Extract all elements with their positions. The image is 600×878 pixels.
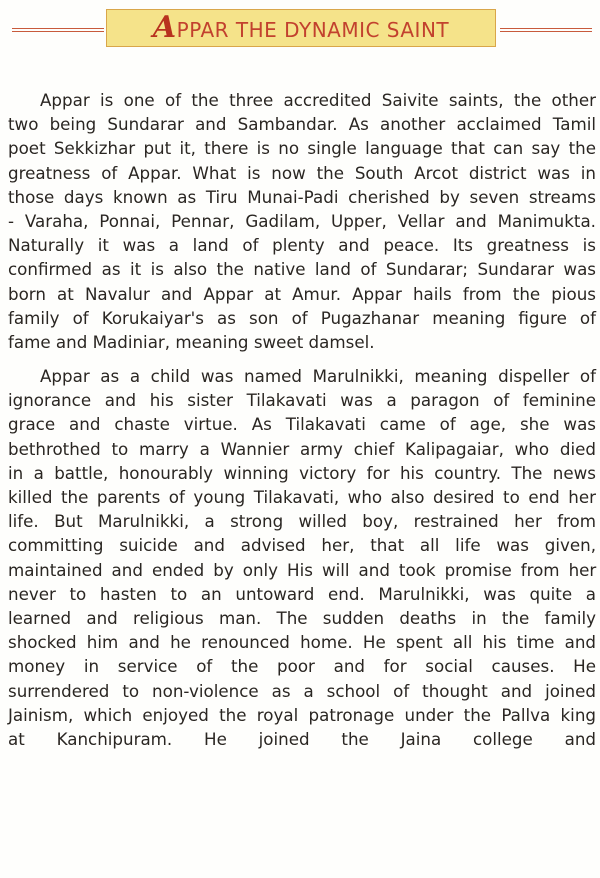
text-line: Appar is one of the three accredited Saivite saints, the other xyxy=(40,90,596,110)
title-rule-right xyxy=(500,28,592,32)
text-line: family of Korukaiyar's as son of Pugazhanar meaning figure of xyxy=(8,307,596,328)
text-line: born at Navalur and Appar at Amur. Appar hails from the pious xyxy=(8,283,596,304)
text-line: Appar as a child was named Marulnikki, meaning dispeller of xyxy=(40,366,596,387)
text-line: those days known as Tiru Munai-Padi cherished by seven streams xyxy=(8,186,596,207)
title-rule-left xyxy=(12,28,104,32)
text-line: Naturally it was a land of plenty and peace. Its greatness is xyxy=(8,235,596,256)
text-line: committing suicide and advised her, that all life was given, xyxy=(8,535,596,556)
title-rest: PPAR THE DYNAMIC SAINT xyxy=(176,18,450,42)
text-line: two being Sundarar and Sambandar. As another acclaimed Tamil xyxy=(8,114,596,135)
text-line: greatness of Appar. What is now the South Arcot district was in xyxy=(8,162,596,183)
title-banner xyxy=(0,9,600,49)
text-line: fame and Madiniar, meaning sweet damsel. xyxy=(8,331,375,352)
text-line: Jainism, which enjoyed the royal patronage under the Pallva king xyxy=(8,704,596,725)
text-line: ignorance and his sister Tilakavati was a paragon of feminine xyxy=(8,390,596,411)
text-line: surrendered to non-violence as a school of thought and joined xyxy=(8,680,596,701)
title-initial: A xyxy=(152,10,177,45)
text-line: shocked him and he renounced home. He spent all his time and xyxy=(8,632,596,653)
text-line: in a battle, honourably winning victory for his country. The news xyxy=(8,462,596,483)
text-line: learned and religious man. The sudden deaths in the family xyxy=(8,607,596,628)
text-line: poet Sekkizhar put it, there is no single language that can say the xyxy=(8,138,596,159)
text-line: - Varaha, Ponnai, Pennar, Gadilam, Upper, Vellar and Manimukta. xyxy=(8,210,596,231)
text-line: confirmed as it is also the native land of Sundarar; Sundarar was xyxy=(8,259,596,280)
text-line: money in service of the poor and for social causes. He xyxy=(8,656,596,677)
article-body xyxy=(8,88,596,751)
paragraph-1 xyxy=(8,88,596,354)
text-line: at Kanchipuram. He joined the Jaina college and xyxy=(8,728,596,749)
text-line: killed the parents of young Tilakavati, who also desired to end her xyxy=(8,487,596,507)
title-box xyxy=(106,9,496,47)
paragraph-2 xyxy=(8,364,596,751)
text-line: maintained and ended by only His will and took promise from her xyxy=(8,559,596,580)
text-line: life. But Marulnikki, a strong willed boy, restrained her from xyxy=(8,511,596,532)
text-line: never to hasten to an untoward end. Marulnikki, was quite a xyxy=(8,583,596,604)
text-line: grace and chaste virtue. As Tilakavati came of age, she was xyxy=(8,414,596,435)
text-line: bethrothed to marry a Wannier army chief Kalipagaiar, who died xyxy=(8,438,596,459)
page-title xyxy=(152,10,450,45)
